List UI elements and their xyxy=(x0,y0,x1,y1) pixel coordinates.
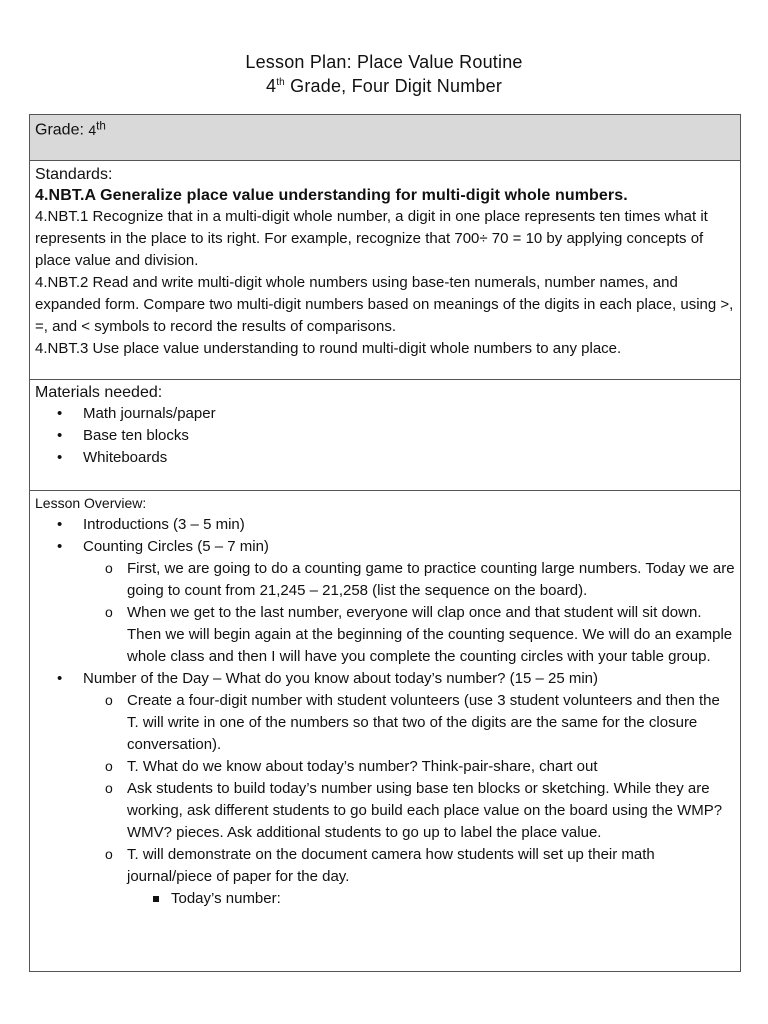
circle-bullet-icon: o xyxy=(105,560,113,576)
title-grade-number: 4 xyxy=(265,76,277,96)
bullet-icon: • xyxy=(57,405,63,422)
title-line-2-text: Grade, Four Digit Number xyxy=(284,76,503,96)
circle-bullet-icon: o xyxy=(105,780,113,796)
grade-number: 4 xyxy=(88,121,97,138)
list-item xyxy=(35,514,735,536)
bullet-icon: • xyxy=(57,427,63,444)
list-item-label: When we get to the last number, everyone will clap once and that student will sit down. Then we will begin again at the beginning of the counting sequence. We will do an example whole class and then I will have you complete the counting circles with your table group. xyxy=(127,604,733,665)
list-item xyxy=(83,844,735,910)
grade-row xyxy=(30,115,740,161)
grade-ordinal: th xyxy=(96,119,106,132)
materials-row xyxy=(30,380,740,491)
bullet-icon: • xyxy=(57,538,63,555)
grade-value xyxy=(88,119,106,138)
list-item xyxy=(127,888,735,910)
standards-domain: 4.NBT.A Generalize place value understanding for multi-digit whole numbers. xyxy=(35,187,628,204)
circle-bullet-icon: o xyxy=(105,692,113,708)
title-line-1: Lesson Plan: Place Value Routine xyxy=(245,52,523,72)
list-item xyxy=(35,447,735,469)
list-item-label: Base ten blocks xyxy=(83,427,189,444)
list-item xyxy=(83,756,735,778)
bullet-icon: • xyxy=(57,670,63,687)
standards-heading: Standards: xyxy=(35,166,113,183)
standard-item: 4.NBT.3 Use place value understanding to round multi-digit whole numbers to any place. xyxy=(35,340,622,357)
number-of-the-day-steps xyxy=(83,690,735,910)
list-item xyxy=(83,558,735,602)
list-item xyxy=(35,668,735,910)
list-item-label: Create a four-digit number with student volunteers (use 3 student volunteers and then the T. will write in one of the numbers so that two of the digits are the same for the closure conversation). xyxy=(127,692,720,753)
list-item-label: Counting Circles (5 – 7 min) xyxy=(83,538,269,555)
standard-item: 4.NBT.1 Recognize that in a multi-digit whole number, a digit in one place represents ten times what it represents in the place to its right. For example, recognize that 700÷ 70 = 10 by applying concepts of place value and division. xyxy=(35,208,708,269)
title-line-2 xyxy=(0,74,768,98)
list-item-label: Number of the Day – What do you know about today’s number? (15 – 25 min) xyxy=(83,670,599,687)
materials-heading: Materials needed: xyxy=(35,384,163,401)
standards-row xyxy=(30,161,740,380)
list-item xyxy=(35,403,735,425)
list-item-label: Math journals/paper xyxy=(83,405,216,422)
list-item xyxy=(83,690,735,756)
square-bullet-icon xyxy=(153,896,159,902)
list-item-label: First, we are going to do a counting game to practice counting large numbers. Today we are going to count from 21,245 – 21,258 (list the sequence on the board). xyxy=(127,560,735,599)
journal-setup-list xyxy=(127,888,735,910)
list-item-label: Introductions (3 – 5 min) xyxy=(83,516,245,533)
list-item xyxy=(35,425,735,447)
overview-heading: Lesson Overview: xyxy=(35,495,147,511)
list-item xyxy=(83,602,735,668)
list-item xyxy=(83,778,735,844)
list-item-label: Today’s number: xyxy=(171,890,281,907)
counting-circles-steps xyxy=(83,558,735,668)
lesson-plan-table xyxy=(29,114,741,972)
list-item-label: T. What do we know about today’s number? Think-pair-share, chart out xyxy=(127,758,598,775)
overview-row xyxy=(30,491,740,971)
standard-item: 4.NBT.2 Read and write multi-digit whole numbers using base-ten numerals, number names, and expanded form. Compare two multi-digit numbers based on meanings of the digits in each place, using >, =, and < symbols to record the results of comparisons. xyxy=(35,274,734,335)
document-title xyxy=(0,50,768,98)
bullet-icon: • xyxy=(57,516,63,533)
overview-list xyxy=(35,514,735,910)
list-item-label: Whiteboards xyxy=(83,449,168,466)
list-item-label: Ask students to build today’s number using base ten blocks or sketching. While they are working, ask different students to go build each place value on the board using the WMP? WMV? pieces. Ask additional students to go up to label the place value. xyxy=(127,780,723,841)
materials-list xyxy=(35,403,735,469)
bullet-icon: • xyxy=(57,449,63,466)
list-item-label: T. will demonstrate on the document camera how students will set up their math journal/piece of paper for the day. xyxy=(127,846,655,885)
title-grade-ordinal: th xyxy=(276,77,285,88)
circle-bullet-icon: o xyxy=(105,758,113,774)
circle-bullet-icon: o xyxy=(105,604,113,620)
circle-bullet-icon: o xyxy=(105,846,113,862)
grade-label: Grade: xyxy=(35,121,89,139)
list-item xyxy=(35,536,735,668)
